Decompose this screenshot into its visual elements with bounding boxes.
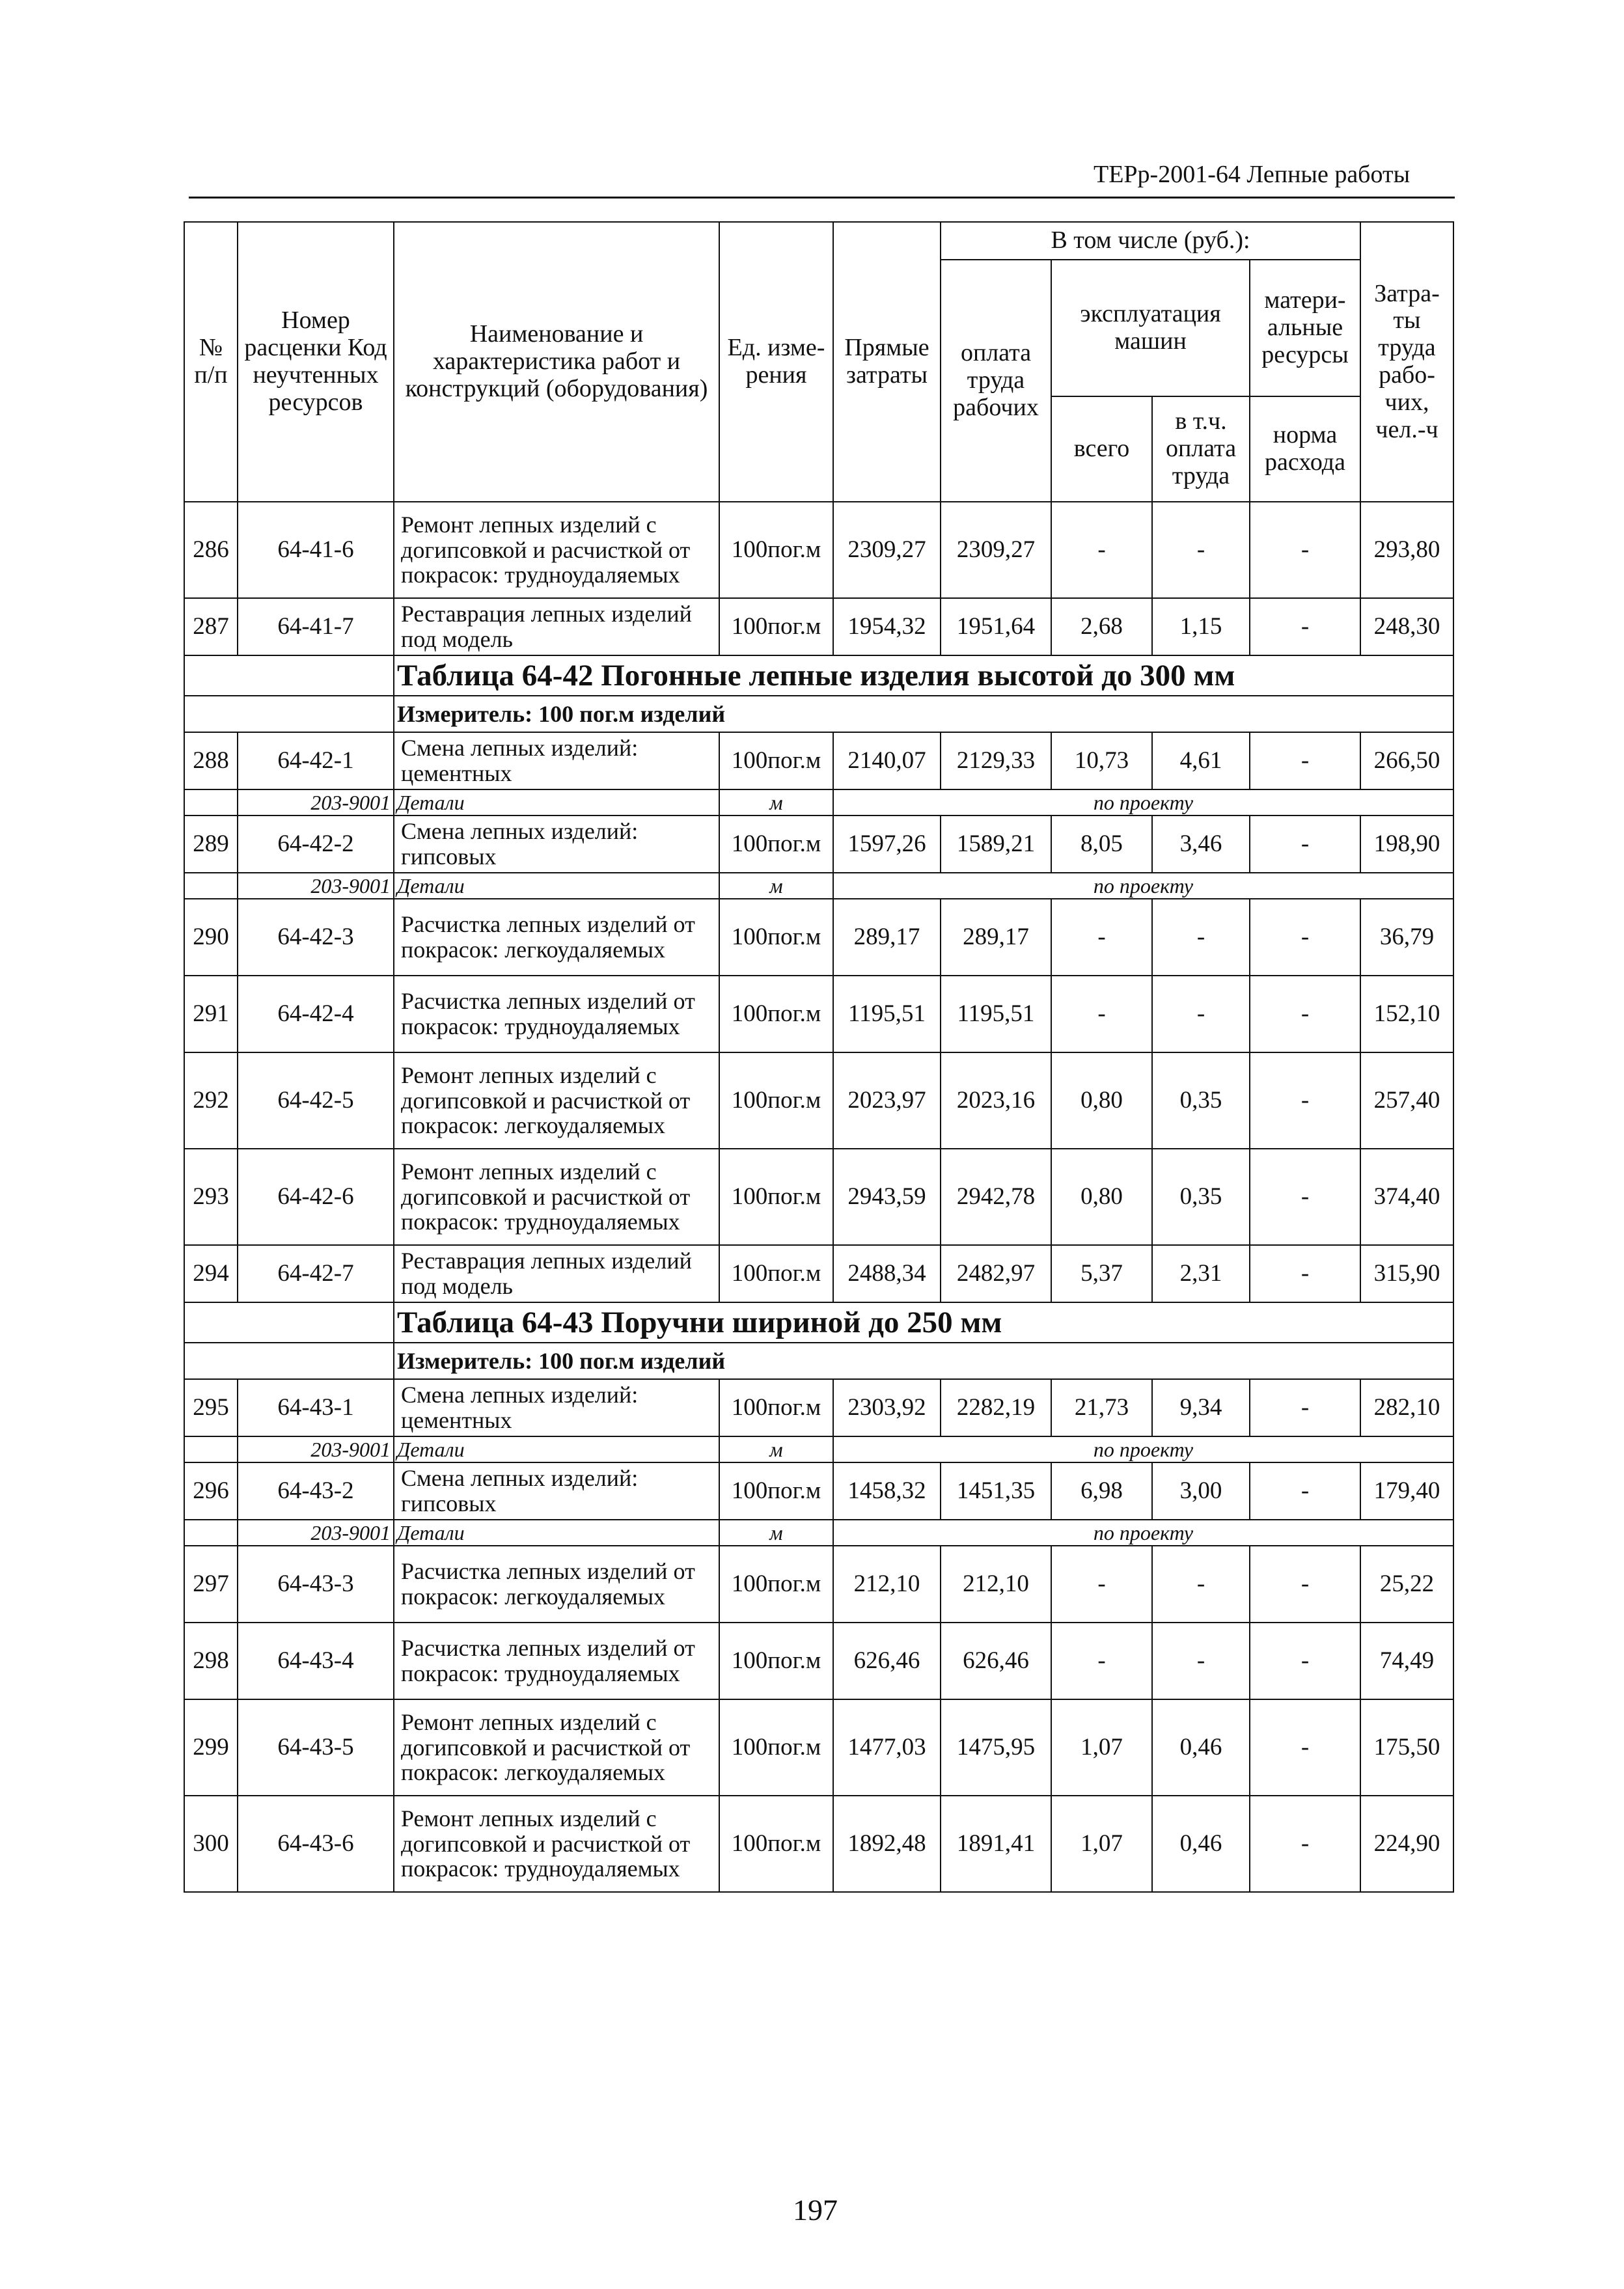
row-machines-total: 21,73: [1051, 1379, 1152, 1436]
row-labor-pay: 1891,41: [941, 1796, 1051, 1892]
row-machines-labor: 0,35: [1152, 1052, 1250, 1149]
table-row: [184, 1052, 1453, 1149]
row-materials: -: [1250, 976, 1360, 1052]
row-labor-hours: 74,49: [1360, 1623, 1453, 1699]
row-machines-labor: 0,46: [1152, 1699, 1250, 1796]
table-row: [184, 1546, 1453, 1623]
row-direct: 1954,32: [833, 598, 941, 655]
row-name: Расчистка лепных изделий от покрасок: легкоудаляемых: [394, 1546, 719, 1623]
section-title: Таблица 64-43 Поручни шириной до 250 мм: [394, 1302, 1453, 1343]
row-name: Реставрация лепных изделий под модель: [394, 1245, 719, 1302]
resource-note: по проекту: [833, 789, 1453, 816]
table-body: [184, 502, 1453, 1892]
row-machines-labor: 0,46: [1152, 1796, 1250, 1892]
row-machines-total: 2,68: [1051, 598, 1152, 655]
row-machines-total: -: [1051, 502, 1152, 598]
row-machines-labor: 3,00: [1152, 1462, 1250, 1520]
row-machines-total: 1,07: [1051, 1796, 1152, 1892]
header-labor-pay: оплата труда рабочих: [941, 260, 1051, 502]
row-labor-hours: 175,50: [1360, 1699, 1453, 1796]
section-spacer: [184, 1302, 394, 1343]
row-code: 64-43-4: [238, 1623, 394, 1699]
row-materials: -: [1250, 502, 1360, 598]
table-row: [184, 598, 1453, 655]
row-code: 64-42-5: [238, 1052, 394, 1149]
row-labor-pay: 2023,16: [941, 1052, 1051, 1149]
row-direct: 1597,26: [833, 816, 941, 873]
table-row: [184, 1462, 1453, 1520]
table-row: [184, 502, 1453, 598]
row-labor-hours: 257,40: [1360, 1052, 1453, 1149]
row-num: 300: [184, 1796, 238, 1892]
row-labor-pay: 1451,35: [941, 1462, 1051, 1520]
row-code: 64-43-5: [238, 1699, 394, 1796]
resource-unit: м: [719, 1520, 833, 1546]
row-code: 64-41-6: [238, 502, 394, 598]
row-labor-hours: 224,90: [1360, 1796, 1453, 1892]
row-machines-labor: 2,31: [1152, 1245, 1250, 1302]
resource-num: [184, 873, 238, 899]
meter-row: [184, 696, 1453, 732]
row-labor-pay: 1589,21: [941, 816, 1051, 873]
row-machines-total: 0,80: [1051, 1149, 1152, 1245]
row-code: 64-42-4: [238, 976, 394, 1052]
row-name: Расчистка лепных изделий от покрасок: трудноудаляемых: [394, 976, 719, 1052]
table-row: [184, 1796, 1453, 1892]
resource-code: 203-9001: [238, 1520, 394, 1546]
resource-num: [184, 1436, 238, 1462]
row-labor-hours: 36,79: [1360, 899, 1453, 976]
row-direct: 1477,03: [833, 1699, 941, 1796]
row-direct: 2303,92: [833, 1379, 941, 1436]
row-materials: -: [1250, 1052, 1360, 1149]
header-unit: Ед. изме-рения: [719, 222, 833, 502]
row-direct: 2309,27: [833, 502, 941, 598]
header-materials-norm: норма расхода: [1250, 396, 1360, 502]
section-title: Таблица 64-42 Погонные лепные изделия высотой до 300 мм: [394, 655, 1453, 696]
row-num: 292: [184, 1052, 238, 1149]
row-num: 296: [184, 1462, 238, 1520]
row-machines-labor: -: [1152, 1546, 1250, 1623]
row-unit: 100пог.м: [719, 1149, 833, 1245]
row-unit: 100пог.м: [719, 899, 833, 976]
header-machines-labor: в т.ч. оплата труда: [1152, 396, 1250, 502]
row-name: Реставрация лепных изделий под модель: [394, 598, 719, 655]
section-row: [184, 1302, 1453, 1343]
row-num: 294: [184, 1245, 238, 1302]
row-labor-hours: 266,50: [1360, 732, 1453, 789]
header-machines: эксплуатация машин: [1051, 260, 1250, 396]
row-num: 297: [184, 1546, 238, 1623]
row-unit: 100пог.м: [719, 1796, 833, 1892]
row-materials: -: [1250, 1546, 1360, 1623]
row-labor-pay: 2942,78: [941, 1149, 1051, 1245]
resource-name: Детали: [394, 873, 719, 899]
row-unit: 100пог.м: [719, 816, 833, 873]
row-unit: 100пог.м: [719, 598, 833, 655]
row-direct: 626,46: [833, 1623, 941, 1699]
row-labor-pay: 1475,95: [941, 1699, 1051, 1796]
row-name: Ремонт лепных изделий с догипсовкой и расчисткой от покрасок: трудноудаляемых: [394, 1796, 719, 1892]
row-machines-labor: -: [1152, 1623, 1250, 1699]
row-machines-total: 6,98: [1051, 1462, 1152, 1520]
row-labor-pay: 212,10: [941, 1546, 1051, 1623]
table-row: [184, 1699, 1453, 1796]
row-name: Расчистка лепных изделий от покрасок: легкоудаляемых: [394, 899, 719, 976]
row-name: Смена лепных изделий: гипсовых: [394, 816, 719, 873]
resource-num: [184, 789, 238, 816]
row-labor-pay: 1195,51: [941, 976, 1051, 1052]
table-row: [184, 899, 1453, 976]
row-name: Смена лепных изделий: цементных: [394, 732, 719, 789]
resource-num: [184, 1520, 238, 1546]
row-machines-total: 8,05: [1051, 816, 1152, 873]
row-machines-labor: -: [1152, 976, 1250, 1052]
row-unit: 100пог.м: [719, 1052, 833, 1149]
resource-name: Детали: [394, 1436, 719, 1462]
row-labor-pay: 289,17: [941, 899, 1051, 976]
resource-row: [184, 789, 1453, 816]
row-code: 64-42-2: [238, 816, 394, 873]
row-name: Ремонт лепных изделий с догипсовкой и расчисткой от покрасок: трудноудаляемых: [394, 1149, 719, 1245]
table-row: [184, 732, 1453, 789]
row-labor-hours: 282,10: [1360, 1379, 1453, 1436]
row-materials: -: [1250, 1699, 1360, 1796]
header-rule: [189, 197, 1455, 199]
resource-note: по проекту: [833, 873, 1453, 899]
row-materials: -: [1250, 1149, 1360, 1245]
row-code: 64-43-6: [238, 1796, 394, 1892]
row-name: Ремонт лепных изделий с догипсовкой и расчисткой от покрасок: легкоудаляемых: [394, 1699, 719, 1796]
row-machines-labor: -: [1152, 899, 1250, 976]
resource-code: 203-9001: [238, 789, 394, 816]
resource-row: [184, 1436, 1453, 1462]
running-head: ТЕРр-2001-64 Лепные работы: [1094, 161, 1411, 188]
row-direct: 1195,51: [833, 976, 941, 1052]
row-num: 290: [184, 899, 238, 976]
row-code: 64-42-1: [238, 732, 394, 789]
row-machines-total: 10,73: [1051, 732, 1152, 789]
row-direct: 2023,97: [833, 1052, 941, 1149]
row-num: 287: [184, 598, 238, 655]
row-name: Смена лепных изделий: цементных: [394, 1379, 719, 1436]
row-labor-pay: 2482,97: [941, 1245, 1051, 1302]
row-labor-pay: 1951,64: [941, 598, 1051, 655]
row-code: 64-42-6: [238, 1149, 394, 1245]
row-num: 293: [184, 1149, 238, 1245]
meter-spacer: [184, 1343, 394, 1379]
row-machines-labor: 3,46: [1152, 816, 1250, 873]
row-num: 291: [184, 976, 238, 1052]
table-row: [184, 816, 1453, 873]
row-machines-total: -: [1051, 899, 1152, 976]
row-labor-hours: 152,10: [1360, 976, 1453, 1052]
row-direct: 1892,48: [833, 1796, 941, 1892]
row-machines-total: -: [1051, 976, 1152, 1052]
row-direct: 1458,32: [833, 1462, 941, 1520]
row-code: 64-43-2: [238, 1462, 394, 1520]
resource-row: [184, 873, 1453, 899]
row-direct: 2140,07: [833, 732, 941, 789]
resource-code: 203-9001: [238, 873, 394, 899]
row-labor-hours: 293,80: [1360, 502, 1453, 598]
row-direct: 2488,34: [833, 1245, 941, 1302]
table-row: [184, 1149, 1453, 1245]
row-unit: 100пог.м: [719, 1699, 833, 1796]
row-labor-hours: 315,90: [1360, 1245, 1453, 1302]
table-header: [184, 222, 1453, 502]
row-materials: -: [1250, 1245, 1360, 1302]
row-num: 286: [184, 502, 238, 598]
header-including: В том числе (руб.):: [941, 222, 1360, 260]
row-machines-total: -: [1051, 1546, 1152, 1623]
table-row: [184, 976, 1453, 1052]
row-direct: 289,17: [833, 899, 941, 976]
header-labor-cost: Затра-ты труда рабо-чих, чел.-ч: [1360, 222, 1453, 502]
header-machines-total: всего: [1051, 396, 1152, 502]
row-machines-total: 1,07: [1051, 1699, 1152, 1796]
row-labor-hours: 179,40: [1360, 1462, 1453, 1520]
section-spacer: [184, 655, 394, 696]
header-direct-costs: Прямые затраты: [833, 222, 941, 502]
row-num: 288: [184, 732, 238, 789]
row-machines-labor: 4,61: [1152, 732, 1250, 789]
resource-name: Детали: [394, 1520, 719, 1546]
page-number: 197: [793, 2193, 838, 2227]
header-num: № п/п: [184, 222, 238, 502]
row-machines-total: -: [1051, 1623, 1152, 1699]
row-name: Смена лепных изделий: гипсовых: [394, 1462, 719, 1520]
row-machines-total: 0,80: [1051, 1052, 1152, 1149]
row-labor-hours: 374,40: [1360, 1149, 1453, 1245]
header-materials: матери-альные ресурсы: [1250, 260, 1360, 396]
resource-unit: м: [719, 1436, 833, 1462]
row-code: 64-42-3: [238, 899, 394, 976]
row-name: Ремонт лепных изделий с догипсовкой и расчисткой от покрасок: трудноудаляемых: [394, 502, 719, 598]
row-num: 298: [184, 1623, 238, 1699]
row-num: 299: [184, 1699, 238, 1796]
resource-name: Детали: [394, 789, 719, 816]
resource-note: по проекту: [833, 1520, 1453, 1546]
row-labor-pay: 2282,19: [941, 1379, 1051, 1436]
meter-text: Измеритель: 100 пог.м изделий: [394, 696, 1453, 732]
row-materials: -: [1250, 1796, 1360, 1892]
row-num: 289: [184, 816, 238, 873]
row-materials: -: [1250, 816, 1360, 873]
row-unit: 100пог.м: [719, 976, 833, 1052]
row-machines-total: 5,37: [1051, 1245, 1152, 1302]
meter-row: [184, 1343, 1453, 1379]
row-materials: -: [1250, 598, 1360, 655]
row-code: 64-42-7: [238, 1245, 394, 1302]
row-direct: 2943,59: [833, 1149, 941, 1245]
row-machines-labor: -: [1152, 502, 1250, 598]
row-unit: 100пог.м: [719, 1379, 833, 1436]
row-direct: 212,10: [833, 1546, 941, 1623]
meter-text: Измеритель: 100 пог.м изделий: [394, 1343, 1453, 1379]
row-labor-pay: 626,46: [941, 1623, 1051, 1699]
row-machines-labor: 9,34: [1152, 1379, 1250, 1436]
table-row: [184, 1379, 1453, 1436]
row-materials: -: [1250, 899, 1360, 976]
row-labor-hours: 198,90: [1360, 816, 1453, 873]
header-name: Наименование и характеристика работ и конструкций (оборудования): [394, 222, 719, 502]
table-row: [184, 1623, 1453, 1699]
row-labor-pay: 2129,33: [941, 732, 1051, 789]
row-code: 64-43-3: [238, 1546, 394, 1623]
header-code: Номер расценки Код неучтенных ресурсов: [238, 222, 394, 502]
section-row: [184, 655, 1453, 696]
row-machines-labor: 0,35: [1152, 1149, 1250, 1245]
resource-row: [184, 1520, 1453, 1546]
row-materials: -: [1250, 1379, 1360, 1436]
row-unit: 100пог.м: [719, 1546, 833, 1623]
resource-unit: м: [719, 873, 833, 899]
row-code: 64-43-1: [238, 1379, 394, 1436]
row-labor-pay: 2309,27: [941, 502, 1051, 598]
row-materials: -: [1250, 1462, 1360, 1520]
resource-unit: м: [719, 789, 833, 816]
meter-spacer: [184, 696, 394, 732]
row-code: 64-41-7: [238, 598, 394, 655]
row-name: Расчистка лепных изделий от покрасок: трудноудаляемых: [394, 1623, 719, 1699]
row-name: Ремонт лепных изделий с догипсовкой и расчисткой от покрасок: легкоудаляемых: [394, 1052, 719, 1149]
row-num: 295: [184, 1379, 238, 1436]
row-unit: 100пог.м: [719, 502, 833, 598]
row-unit: 100пог.м: [719, 1623, 833, 1699]
resource-code: 203-9001: [238, 1436, 394, 1462]
table-row: [184, 1245, 1453, 1302]
row-materials: -: [1250, 1623, 1360, 1699]
row-labor-hours: 25,22: [1360, 1546, 1453, 1623]
row-labor-hours: 248,30: [1360, 598, 1453, 655]
row-materials: -: [1250, 732, 1360, 789]
resource-note: по проекту: [833, 1436, 1453, 1462]
row-unit: 100пог.м: [719, 1245, 833, 1302]
row-unit: 100пог.м: [719, 732, 833, 789]
price-table: [184, 221, 1454, 1893]
row-machines-labor: 1,15: [1152, 598, 1250, 655]
row-unit: 100пог.м: [719, 1462, 833, 1520]
